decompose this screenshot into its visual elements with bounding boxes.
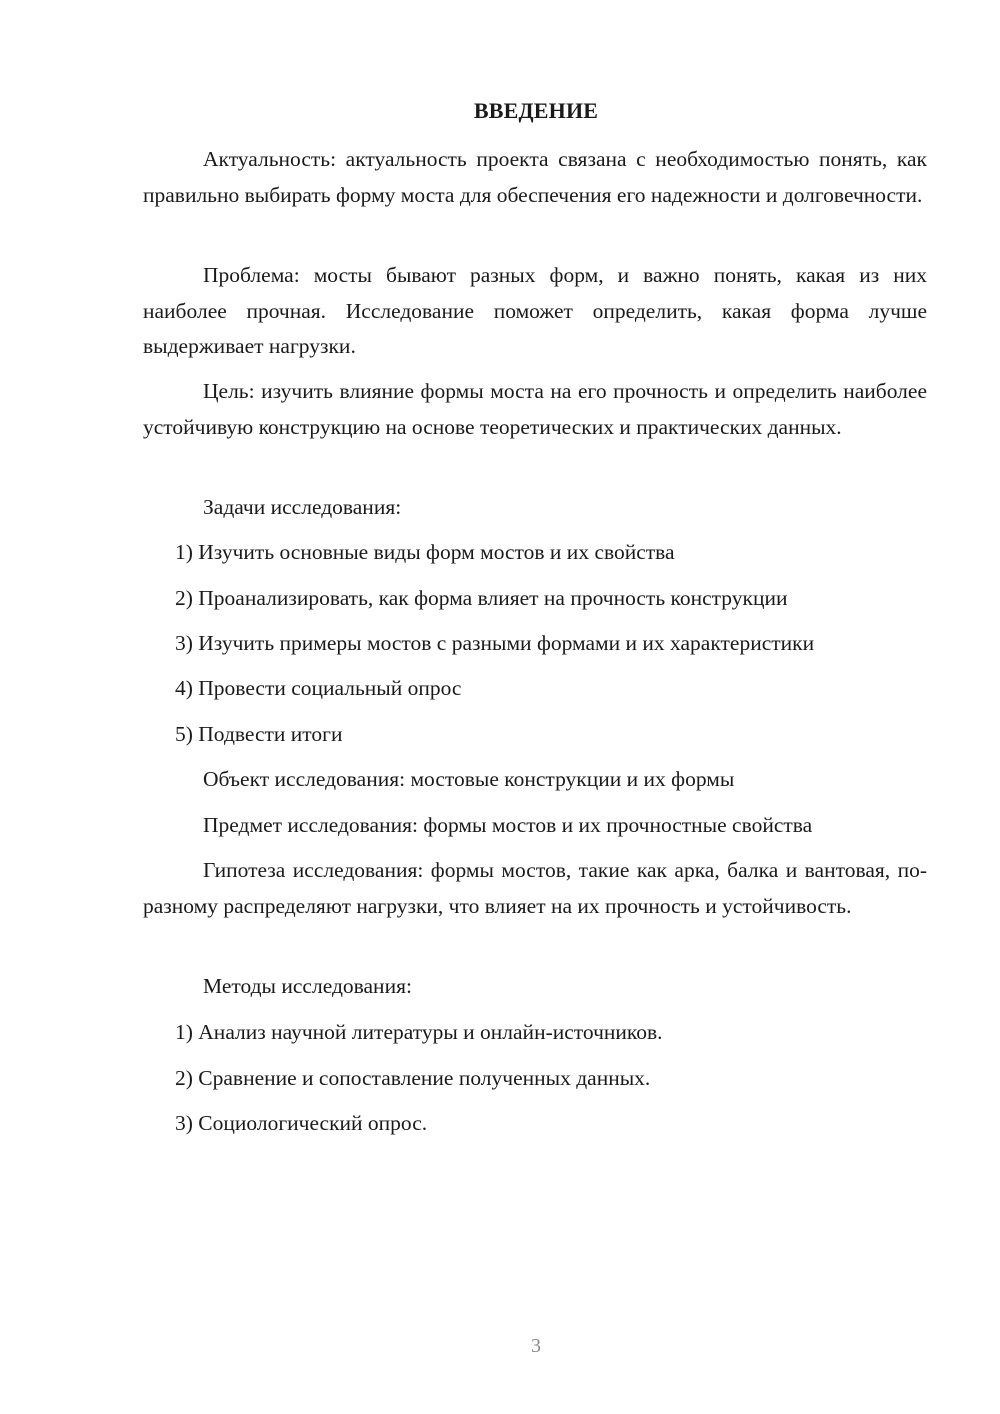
methods-heading: Методы исследования:: [203, 974, 412, 998]
list-item: 5) Подвести итоги: [175, 722, 343, 746]
page-number: 3: [531, 1335, 541, 1357]
tasks-heading: Задачи исследования:: [203, 495, 402, 519]
list-item: 2) Проанализировать, как форма влияет на прочность конструкции: [175, 586, 788, 610]
list-item: 3) Социологический опрос.: [175, 1111, 428, 1135]
relevance-paragraph: Актуальность: актуальность проекта связана с необходимостью понять, как правильно выбирать форму моста для обеспечения его надежности и долговечности.: [143, 147, 927, 207]
object-paragraph: Объект исследования: мостовые конструкции и их формы: [203, 767, 735, 791]
list-item: 4) Провести социальный опрос: [175, 676, 462, 700]
list-item: 2) Сравнение и сопоставление полученных данных.: [175, 1066, 651, 1090]
goal-paragraph: Цель: изучить влияние формы моста на его прочность и определить наиболее устойчивую конструкцию на основе теоретических и практических данных.: [143, 379, 927, 439]
list-item: 1) Анализ научной литературы и онлайн-источников.: [175, 1020, 663, 1044]
list-item: 1) Изучить основные виды форм мостов и их свойства: [175, 540, 675, 564]
hypothesis-paragraph: Гипотеза исследования: формы мостов, такие как арка, балка и вантовая, по-разному распределяют нагрузки, что влияет на их прочность и устойчивость.: [143, 858, 927, 918]
list-item: 3) Изучить примеры мостов с разными формами и их характеристики: [175, 631, 815, 655]
subject-paragraph: Предмет исследования: формы мостов и их прочностные свойства: [203, 813, 813, 837]
problem-paragraph: Проблема: мосты бывают разных форм, и важно понять, какая из них наиболее прочная. Исследование поможет определить, какая форма лучше выдерживает нагрузки.: [143, 263, 927, 358]
section-title: ВВЕДЕНИЕ: [473, 98, 599, 123]
